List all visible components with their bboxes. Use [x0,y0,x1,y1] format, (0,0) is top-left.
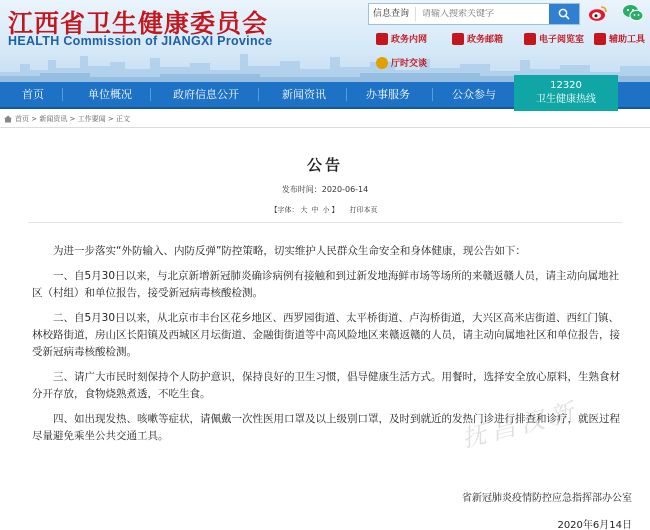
breadcrumb-home[interactable]: 首页 [15,115,29,123]
wechat-icon[interactable] [622,3,644,23]
quick-link-label: 政务内网 [391,35,428,45]
article-paragraph: 二、自5月30日以来，从北京市丰台区花乡地区、西罗园街道、太平桥街道、卢沟桥街道，大兴区高米店街道、西红门镇、林校路街道，房山区长阳镇及西城区月坛街道、金融街街道等中高风险地区来赣返赣的人员，请主动向属地社区和单位报告，接受新冠病毒核酸检测。 [32,312,620,358]
quick-link-chat[interactable] [376,56,427,69]
quick-link-label: 电子阅览室 [539,35,585,45]
breadcrumb-separator: > [105,115,116,123]
font-size-close: 】 [331,206,339,214]
font-size-small[interactable]: 小 [322,206,330,214]
breadcrumb-current: 正文 [115,115,130,123]
breadcrumb [4,114,130,124]
mail-icon [452,33,464,45]
search-type-label[interactable]: 信息查询 [369,7,416,21]
breadcrumb-news[interactable]: 新闻资讯 [39,115,68,123]
print-page-link[interactable]: 打印本页 [349,206,378,214]
site-header [0,0,650,82]
article-title: 公告 [306,156,343,174]
quick-link-label: 厅时交谈 [391,59,428,69]
hotline-number: 12320 [550,80,582,91]
publish-date: 发布时间：2020-06-14 [281,185,369,194]
home-icon [4,115,12,123]
accessibility-icon [594,33,606,45]
article-tools [0,205,650,215]
article-signature: 省新冠肺炎疫情防控应急指挥部办公室 [462,493,632,504]
watermark: 抚昌汉新 [459,396,583,454]
quick-link-reading-room[interactable] [524,32,584,45]
font-size-medium[interactable]: 中 [311,206,319,214]
quick-link-intranet[interactable] [376,32,427,45]
article-paragraph: 四、如出现发热、咳嗽等症状，请佩戴一次性医用口罩及以上级别口罩，及时到就近的发热门诊进行排查和诊疗，就医过程尽量避免乘坐公共交通工具。 [32,413,620,442]
intranet-icon [376,33,388,45]
reading-room-icon [524,33,536,45]
article-paragraph: 一、自5月30日以来，与北京新增新冠肺炎确诊病例有接触和到过新发地海鲜市场等场所的来赣返赣人员，请主动向属地社区（村组）和单位报告，接受新冠病毒核酸检测。 [32,270,620,299]
quick-link-accessibility[interactable] [594,32,645,45]
nav-item-participation[interactable]: 公众参与 [452,88,496,101]
font-size-label: 【字体： [270,206,299,214]
breadcrumb-separator: > [29,115,40,123]
weibo-icon[interactable] [588,4,608,22]
breadcrumb-separator: > [67,115,78,123]
nav-item-news[interactable]: 新闻资讯 [282,88,326,101]
site-logo-english[interactable]: HEALTH Commission of JIANGXI Province [8,34,273,48]
nav-divider [346,88,347,101]
site-logo-chinese[interactable]: 江西省卫生健康委员会 [8,9,269,38]
article-divider [28,222,622,223]
search-box [368,3,580,25]
article-sign-date: 2020年6月14日 [557,520,632,530]
nav-divider [258,88,259,101]
nav-item-home[interactable]: 首页 [22,88,44,101]
nav-item-gov-info[interactable]: 政府信息公开 [173,88,239,101]
nav-divider [150,88,151,101]
quick-link-label: 政务邮箱 [467,35,504,45]
hotline-label: 卫生健康热线 [536,94,596,105]
quick-link-label: 辅助工具 [609,35,646,45]
breadcrumb-divider [0,127,650,128]
nav-item-services[interactable]: 办事服务 [366,88,410,101]
nav-item-about[interactable]: 单位概况 [88,88,132,101]
article-paragraph: 三、请广大市民时刻保持个人防护意识，保持良好的卫生习惯，倡导健康生活方式。用餐时，选择安全放心原料，生熟食材分开存放，食物烧熟煮透，不吃生食。 [32,371,620,400]
nav-divider [62,88,63,101]
search-icon [558,8,570,20]
nav-divider [432,88,433,101]
article-paragraph: 为进一步落实“外防输入、内防反弹”防控策略，切实维护人民群众生命安全和身体健康，现公告如下： [53,245,526,257]
quick-link-mail[interactable] [452,32,503,45]
chat-icon [376,57,388,69]
search-input[interactable] [416,9,536,19]
font-size-large[interactable]: 大 [300,206,308,214]
breadcrumb-work-news[interactable]: 工作要闻 [77,115,106,123]
search-button[interactable] [549,4,579,24]
health-hotline-badge[interactable] [514,75,618,111]
